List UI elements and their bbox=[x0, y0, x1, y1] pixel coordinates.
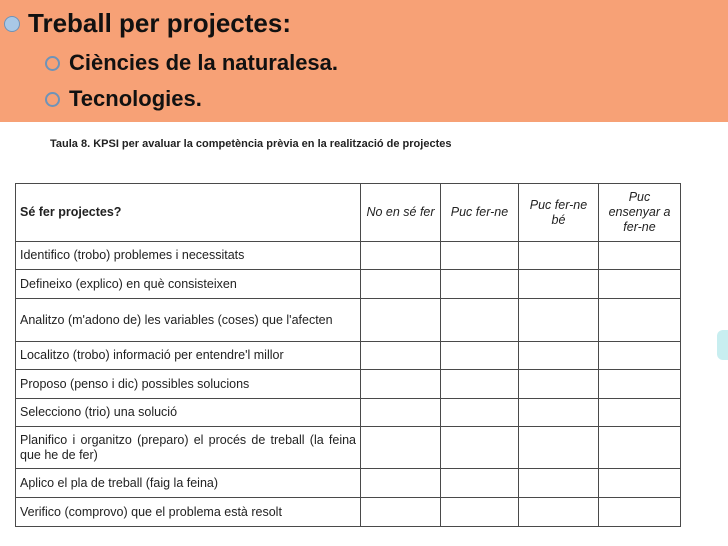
rating-cell[interactable] bbox=[361, 498, 441, 527]
table-row bbox=[16, 370, 681, 399]
rating-cell[interactable] bbox=[519, 469, 599, 498]
bullet-level-2 bbox=[45, 86, 202, 112]
decorative-shape bbox=[717, 330, 728, 360]
bullet-text: Ciències de la naturalesa. bbox=[69, 50, 339, 75]
rating-cell[interactable] bbox=[441, 498, 519, 527]
rating-cell[interactable] bbox=[599, 427, 681, 469]
rating-cell[interactable] bbox=[361, 342, 441, 370]
header-cell: Puc fer-ne bbox=[441, 184, 519, 242]
row-label: Localitzo (trobo) informació per entendre'l millor bbox=[16, 342, 361, 370]
rating-cell[interactable] bbox=[441, 370, 519, 399]
rating-cell[interactable] bbox=[361, 270, 441, 299]
rating-cell[interactable] bbox=[519, 299, 599, 342]
rating-cell[interactable] bbox=[441, 342, 519, 370]
rating-cell[interactable] bbox=[361, 299, 441, 342]
rating-cell[interactable] bbox=[599, 469, 681, 498]
row-label: Defineixo (explico) en què consisteixen bbox=[16, 270, 361, 299]
rating-cell[interactable] bbox=[519, 270, 599, 299]
rating-cell[interactable] bbox=[441, 242, 519, 270]
rating-cell[interactable] bbox=[599, 342, 681, 370]
bullet-dot-icon bbox=[4, 16, 20, 32]
rating-cell[interactable] bbox=[441, 427, 519, 469]
rating-cell[interactable] bbox=[519, 370, 599, 399]
row-label: Verifico (comprovo) que el problema està resolt bbox=[16, 498, 361, 527]
rating-cell[interactable] bbox=[599, 370, 681, 399]
bullet-level-1 bbox=[4, 8, 291, 39]
bullet-level-2 bbox=[45, 50, 338, 76]
bullet-ring-icon bbox=[45, 56, 60, 71]
table-row bbox=[16, 427, 681, 469]
table-row bbox=[16, 342, 681, 370]
rating-cell[interactable] bbox=[599, 299, 681, 342]
slide-header bbox=[0, 0, 728, 122]
table-row bbox=[16, 299, 681, 342]
table-header-row bbox=[16, 184, 681, 242]
table-caption: Taula 8. KPSI per avaluar la competència prèvia en la realització de projectes bbox=[50, 138, 452, 150]
rating-cell[interactable] bbox=[441, 299, 519, 342]
rating-cell[interactable] bbox=[599, 270, 681, 299]
table-row bbox=[16, 270, 681, 299]
table-row bbox=[16, 242, 681, 270]
rating-cell[interactable] bbox=[519, 242, 599, 270]
bullet-text: Treball per projectes: bbox=[28, 8, 291, 38]
header-cell: Puc ensenyar a fer-ne bbox=[599, 184, 681, 242]
rating-cell[interactable] bbox=[361, 370, 441, 399]
rating-cell[interactable] bbox=[361, 242, 441, 270]
rating-cell[interactable] bbox=[599, 242, 681, 270]
row-label: Selecciono (trio) una solució bbox=[16, 399, 361, 427]
row-label: Analitzo (m'adono de) les variables (coses) que l'afecten bbox=[16, 299, 361, 342]
table-row bbox=[16, 399, 681, 427]
rating-cell[interactable] bbox=[599, 498, 681, 527]
rating-cell[interactable] bbox=[519, 342, 599, 370]
table-row bbox=[16, 469, 681, 498]
row-label: Identifico (trobo) problemes i necessitats bbox=[16, 242, 361, 270]
rating-cell[interactable] bbox=[441, 399, 519, 427]
kpsi-table bbox=[15, 183, 681, 527]
rating-cell[interactable] bbox=[361, 469, 441, 498]
rating-cell[interactable] bbox=[599, 399, 681, 427]
header-cell: Sé fer projectes? bbox=[16, 184, 361, 242]
table-row bbox=[16, 498, 681, 527]
header-cell: No en sé fer bbox=[361, 184, 441, 242]
bullet-text: Tecnologies. bbox=[69, 86, 202, 111]
row-label: Planifico i organitzo (preparo) el procés de treball (la feina que he de fer) bbox=[16, 427, 361, 469]
rating-cell[interactable] bbox=[519, 427, 599, 469]
rating-cell[interactable] bbox=[519, 498, 599, 527]
row-label: Aplico el pla de treball (faig la feina) bbox=[16, 469, 361, 498]
rating-cell[interactable] bbox=[361, 399, 441, 427]
rating-cell[interactable] bbox=[361, 427, 441, 469]
rating-cell[interactable] bbox=[519, 399, 599, 427]
bullet-ring-icon bbox=[45, 92, 60, 107]
rating-cell[interactable] bbox=[441, 270, 519, 299]
rating-cell[interactable] bbox=[441, 469, 519, 498]
header-cell: Puc fer-ne bé bbox=[519, 184, 599, 242]
row-label: Proposo (penso i dic) possibles solucions bbox=[16, 370, 361, 399]
